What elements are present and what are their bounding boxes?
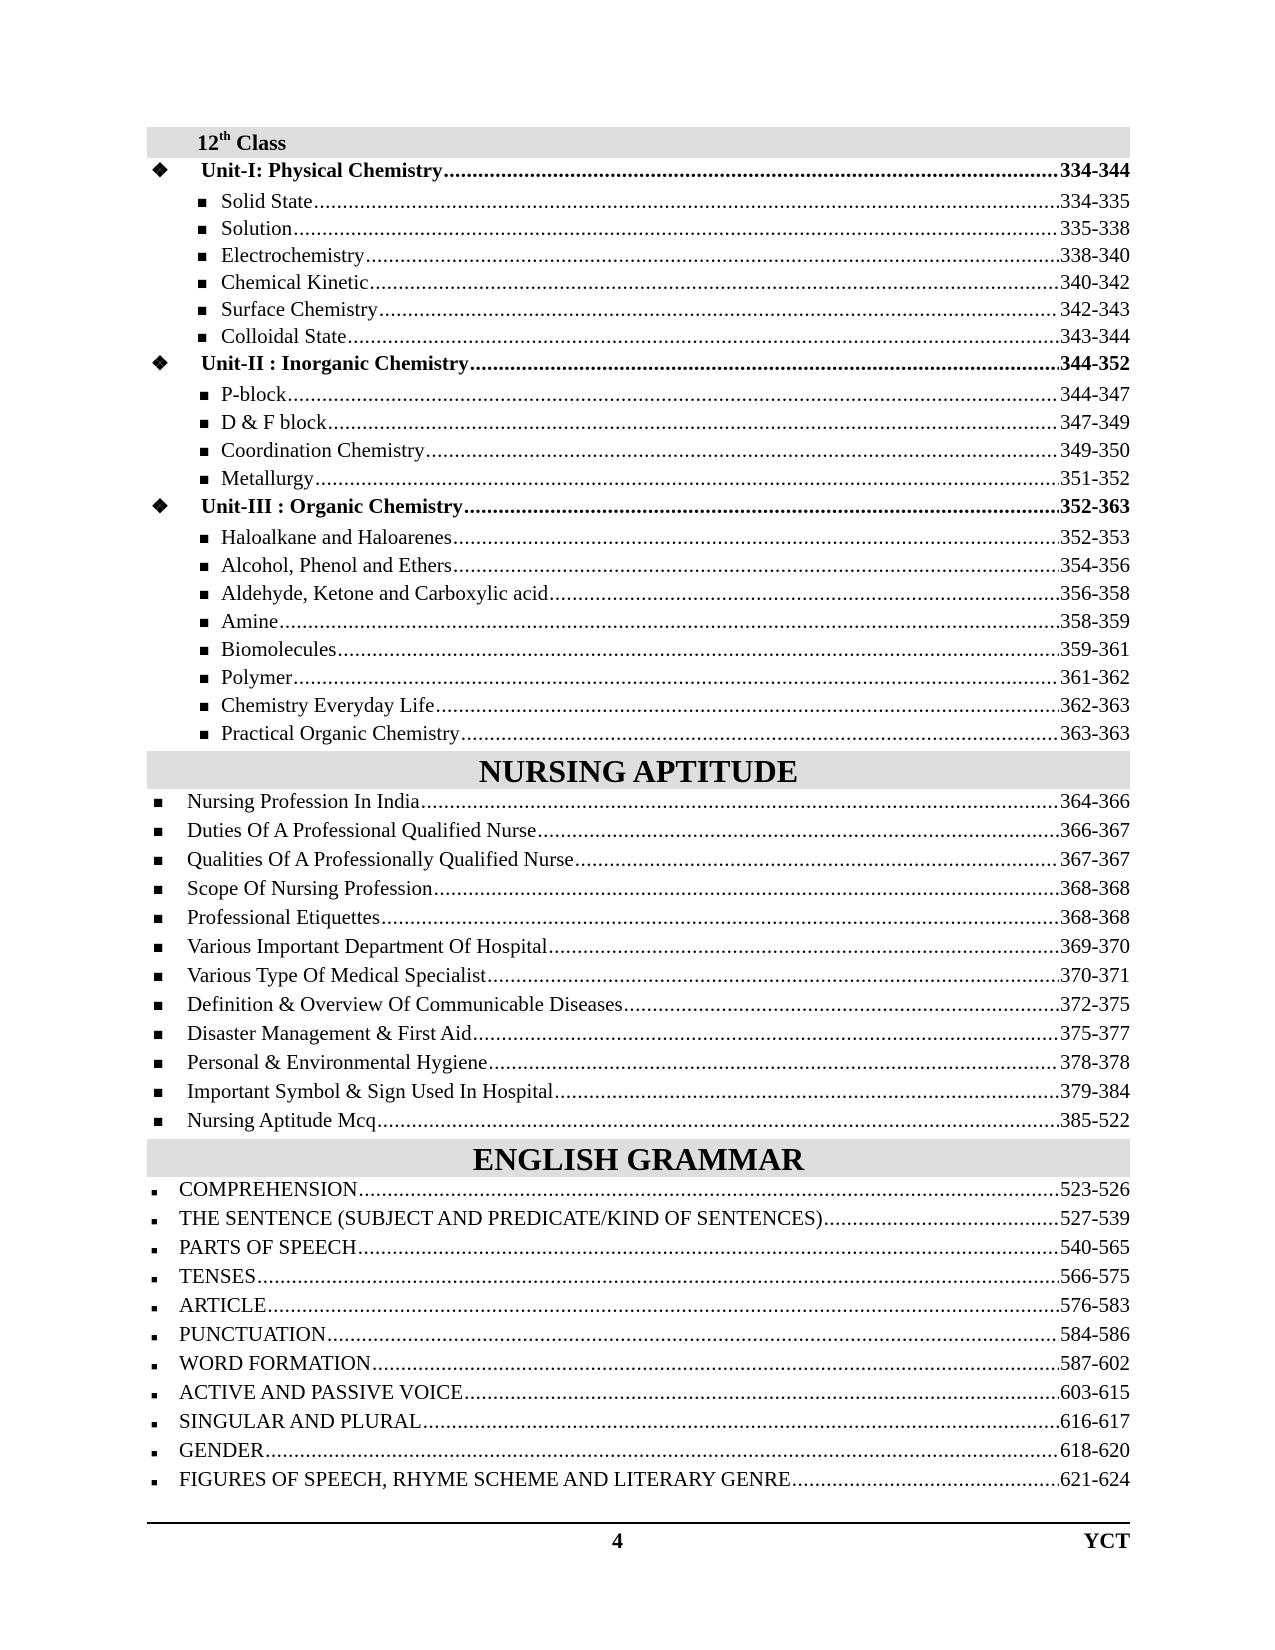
dot-leader [423,1409,1059,1434]
square-bullet-icon: ■ [197,247,208,266]
toc-item[interactable] [147,693,1130,721]
diamond-bullet-icon: ❖ [151,353,169,375]
unit-row[interactable] [147,351,1130,382]
dot-leader [327,1322,1059,1347]
toc-item-label: Coordination Chemistry [221,438,425,462]
toc-item-label: THE SENTENCE (SUBJECT AND PREDICATE/KIND OF SENTENCES) [179,1206,823,1230]
toc-item[interactable] [147,410,1130,438]
dot-leader [358,1235,1059,1260]
toc-item-label: GENDER [179,1438,265,1462]
toc-item-label: Definition & Overview Of Communicable Diseases [187,992,623,1016]
square-bullet-icon: ■ [151,1245,158,1257]
square-bullet-icon: ■ [199,613,210,632]
toc-item-label: Practical Organic Chemistry [221,721,460,745]
toc-item[interactable] [147,721,1130,749]
dot-leader [328,410,1059,435]
dot-leader [337,637,1059,662]
toc-item[interactable] [147,466,1130,494]
unit-pages: 334-344 [1060,158,1130,182]
square-bullet-icon: ■ [199,697,210,716]
square-bullet-icon: ■ [197,328,208,347]
toc-item[interactable] [147,243,1130,270]
dot-leader [379,297,1059,322]
toc-item-pages: 361-362 [1060,665,1130,689]
toc-item-label: ACTIVE AND PASSIVE VOICE [179,1380,464,1404]
toc-item-label: Various Important Department Of Hospital [187,934,548,958]
square-bullet-icon: ■ [199,386,210,405]
square-bullet-icon: ■ [199,557,210,576]
unit-title: Unit-I: Physical Chemistry [201,158,443,182]
toc-item[interactable] [147,1021,1130,1050]
toc-item[interactable] [147,1322,1130,1351]
toc-item-label: TENSES [179,1264,257,1288]
dot-leader [453,525,1059,550]
dot-leader [470,351,1059,376]
toc-item[interactable] [147,553,1130,581]
toc-item-label: D & F block [221,410,327,434]
square-bullet-icon: ■ [199,414,210,433]
toc-item[interactable] [147,525,1130,553]
dot-leader [347,324,1059,349]
square-bullet-icon: ■ [151,1419,158,1431]
toc-item-pages: 566-575 [1060,1264,1130,1288]
toc-item[interactable] [147,992,1130,1021]
toc-item-label: Solution [221,216,293,240]
toc-item-label: Metallurgy [221,466,314,490]
unit-title: Unit-II : Inorganic Chemistry [201,351,469,375]
dot-leader [293,216,1059,241]
square-bullet-icon: ■ [153,938,164,957]
toc-item-pages: 378-378 [1060,1050,1130,1074]
table-of-contents [147,127,1130,1496]
toc-item[interactable] [147,297,1130,324]
toc-item-label: Nursing Profession In India [187,789,420,813]
square-bullet-icon: ■ [151,1216,158,1228]
toc-item-pages: 363-363 [1060,721,1130,745]
toc-item-pages: 372-375 [1060,992,1130,1016]
dot-leader [548,934,1059,959]
toc-item[interactable] [147,581,1130,609]
toc-item-label: Chemistry Everyday Life [221,693,435,717]
square-bullet-icon: ■ [151,1448,158,1460]
toc-item-pages: 385-522 [1060,1108,1130,1132]
square-bullet-icon: ■ [153,1025,164,1044]
toc-item-pages: 540-565 [1060,1235,1130,1259]
toc-item[interactable] [147,1380,1130,1409]
toc-item-label: COMPREHENSION [179,1177,358,1201]
square-bullet-icon: ■ [199,641,210,660]
toc-item-pages: 347-349 [1060,410,1130,434]
dot-leader [279,609,1059,634]
toc-item-label: Amine [221,609,279,633]
toc-item[interactable] [147,1264,1130,1293]
toc-item-label: Important Symbol & Sign Used In Hospital [187,1079,554,1103]
brand-label: YCT [1083,1528,1130,1553]
toc-item-pages: 375-377 [1060,1021,1130,1045]
toc-item-label: FIGURES OF SPEECH, RHYME SCHEME AND LITERARY GENRE [179,1467,791,1491]
unit-pages: 352-363 [1060,494,1130,518]
toc-item-label: Duties Of A Professional Qualified Nurse [187,818,537,842]
dot-leader [381,905,1059,930]
toc-item[interactable] [147,789,1130,818]
toc-item[interactable] [147,876,1130,905]
toc-item-pages: 364-366 [1060,789,1130,813]
square-bullet-icon: ■ [199,725,210,744]
toc-item-label: Scope Of Nursing Profession [187,876,433,900]
toc-item-label: Surface Chemistry [221,297,378,321]
dot-leader [453,553,1059,578]
dot-leader [537,818,1059,843]
toc-item[interactable] [147,905,1130,934]
toc-item-pages: 367-367 [1060,847,1130,871]
dot-leader [624,992,1059,1017]
square-bullet-icon: ■ [153,880,164,899]
toc-item[interactable] [147,609,1130,637]
diamond-bullet-icon: ❖ [151,160,169,182]
toc-item[interactable] [147,1351,1130,1380]
toc-item[interactable] [147,1177,1130,1206]
toc-item-label: Aldehyde, Ketone and Carboxylic acid [221,581,549,605]
toc-item-label: Disaster Management & First Aid [187,1021,472,1045]
toc-item-label: Alcohol, Phenol and Ethers [221,553,452,577]
toc-item-label: Personal & Environmental Hygiene [187,1050,488,1074]
toc-item-pages: 335-338 [1060,216,1130,240]
toc-item[interactable] [147,1108,1130,1137]
square-bullet-icon: ■ [153,822,164,841]
dot-leader [265,1438,1059,1463]
toc-item[interactable] [147,216,1130,243]
toc-item-pages: 368-368 [1060,905,1130,929]
unit-pages: 344-352 [1060,351,1130,375]
square-bullet-icon: ■ [151,1332,158,1344]
class-header-label: 12th Class [197,128,287,155]
dot-leader [792,1467,1059,1492]
toc-item[interactable] [147,324,1130,351]
square-bullet-icon: ■ [151,1187,158,1199]
square-bullet-icon: ■ [199,585,210,604]
toc-item[interactable] [147,847,1130,876]
square-bullet-icon: ■ [153,909,164,928]
toc-item[interactable] [147,1235,1130,1264]
square-bullet-icon: ■ [153,1112,164,1131]
toc-item-label: Various Type Of Medical Specialist [187,963,487,987]
dot-leader [549,581,1059,606]
toc-item-pages: 576-583 [1060,1293,1130,1317]
toc-item-pages: 340-342 [1060,270,1130,294]
square-bullet-icon: ■ [153,851,164,870]
toc-item-pages: 352-353 [1060,525,1130,549]
dot-leader [443,158,1059,183]
toc-item-pages: 366-367 [1060,818,1130,842]
toc-item[interactable] [147,1050,1130,1079]
toc-item-pages: 621-624 [1060,1467,1130,1491]
toc-item-label: WORD FORMATION [179,1351,371,1375]
footer-divider [147,1522,1130,1524]
toc-item-label: Colloidal State [221,324,347,348]
toc-item-pages: 358-359 [1060,609,1130,633]
toc-item[interactable] [147,637,1130,665]
toc-item-label: PARTS OF SPEECH [179,1235,357,1259]
toc-item-pages: 344-347 [1060,382,1130,406]
toc-item-pages: 527-539 [1060,1206,1130,1230]
toc-item[interactable] [147,665,1130,693]
toc-item-pages: 616-617 [1060,1409,1130,1433]
toc-item[interactable] [147,963,1130,992]
toc-item-pages: 587-602 [1060,1351,1130,1375]
square-bullet-icon: ■ [199,470,210,489]
toc-item-label: Biomolecules [221,637,337,661]
dot-leader [267,1293,1059,1318]
unit-title: Unit-III : Organic Chemistry [201,494,463,518]
toc-item-label: Qualities Of A Professionally Qualified Nurse [187,847,574,871]
square-bullet-icon: ■ [199,669,210,688]
toc-item-label: Solid State [221,189,313,213]
toc-item-label: ARTICLE [179,1293,267,1317]
toc-item[interactable] [147,1438,1130,1467]
toc-item[interactable] [147,1409,1130,1438]
toc-item[interactable] [147,818,1130,847]
square-bullet-icon: ■ [151,1390,158,1402]
toc-item[interactable] [147,1079,1130,1108]
dot-leader [315,466,1059,491]
toc-item[interactable] [147,934,1130,963]
toc-item-label: Professional Etiquettes [187,905,381,929]
toc-item-label: SINGULAR AND PLURAL [179,1409,422,1433]
toc-item-pages: 354-356 [1060,553,1130,577]
toc-item-label: Electrochemistry [221,243,365,267]
toc-item-label: Polymer [221,665,293,689]
dot-leader [824,1206,1059,1231]
toc-item-label: Chemical Kinetic [221,270,369,294]
square-bullet-icon: ■ [153,1083,164,1102]
square-bullet-icon: ■ [153,793,164,812]
square-bullet-icon: ■ [153,996,164,1015]
square-bullet-icon: ■ [153,967,164,986]
toc-item-pages: 351-352 [1060,466,1130,490]
dot-leader [365,243,1059,268]
toc-item[interactable] [147,1293,1130,1322]
toc-item-label: Haloalkane and Haloarenes [221,525,452,549]
page-number: 4 [612,1528,623,1553]
square-bullet-icon: ■ [197,220,208,239]
english-grammar-heading: ENGLISH GRAMMAR [147,1139,1130,1177]
dot-leader [488,1050,1059,1075]
toc-item[interactable] [147,382,1130,410]
toc-item-label: P-block [221,382,287,406]
dot-leader [473,1021,1059,1046]
unit-row[interactable] [147,494,1130,525]
dot-leader [421,789,1059,814]
dot-leader [359,1177,1059,1202]
toc-item-pages: 369-370 [1060,934,1130,958]
dot-leader [370,270,1059,295]
toc-item-pages: 342-343 [1060,297,1130,321]
dot-leader [257,1264,1059,1289]
dot-leader [377,1108,1059,1133]
square-bullet-icon: ■ [199,442,210,461]
dot-leader [293,665,1059,690]
dot-leader [464,1380,1059,1405]
toc-item-label: PUNCTUATION [179,1322,326,1346]
square-bullet-icon: ■ [153,1054,164,1073]
square-bullet-icon: ■ [197,193,208,212]
square-bullet-icon: ■ [151,1477,158,1489]
square-bullet-icon: ■ [151,1361,158,1373]
dot-leader [464,494,1059,519]
dot-leader [461,721,1059,746]
toc-item-pages: 356-358 [1060,581,1130,605]
toc-item[interactable] [147,1206,1130,1235]
toc-item-pages: 349-350 [1060,438,1130,462]
toc-item-pages: 618-620 [1060,1438,1130,1462]
square-bullet-icon: ■ [151,1303,158,1315]
toc-item[interactable] [147,1467,1130,1496]
toc-item-pages: 370-371 [1060,963,1130,987]
square-bullet-icon: ■ [151,1274,158,1286]
toc-item-pages: 603-615 [1060,1380,1130,1404]
dot-leader [554,1079,1059,1104]
toc-item-pages: 359-361 [1060,637,1130,661]
toc-item-pages: 368-368 [1060,876,1130,900]
nursing-aptitude-heading: NURSING APTITUDE [147,751,1130,789]
toc-item-pages: 523-526 [1060,1177,1130,1201]
square-bullet-icon: ■ [199,529,210,548]
diamond-bullet-icon: ❖ [151,496,169,518]
toc-item-pages: 343-344 [1060,324,1130,348]
toc-item-pages: 584-586 [1060,1322,1130,1346]
toc-item[interactable] [147,189,1130,216]
dot-leader [314,189,1059,214]
toc-item-pages: 362-363 [1060,693,1130,717]
toc-item-pages: 379-384 [1060,1079,1130,1103]
toc-item[interactable] [147,270,1130,297]
class-header [147,127,1130,158]
toc-item-pages: 338-340 [1060,243,1130,267]
dot-leader [372,1351,1059,1376]
square-bullet-icon: ■ [197,301,208,320]
toc-item-pages: 334-335 [1060,189,1130,213]
dot-leader [434,876,1059,901]
dot-leader [487,963,1059,988]
toc-item-label: Nursing Aptitude Mcq [187,1108,376,1132]
dot-leader [575,847,1059,872]
unit-row[interactable] [147,158,1130,189]
toc-item[interactable] [147,438,1130,466]
dot-leader [426,438,1059,463]
dot-leader [287,382,1059,407]
dot-leader [435,693,1059,718]
square-bullet-icon: ■ [197,274,208,293]
